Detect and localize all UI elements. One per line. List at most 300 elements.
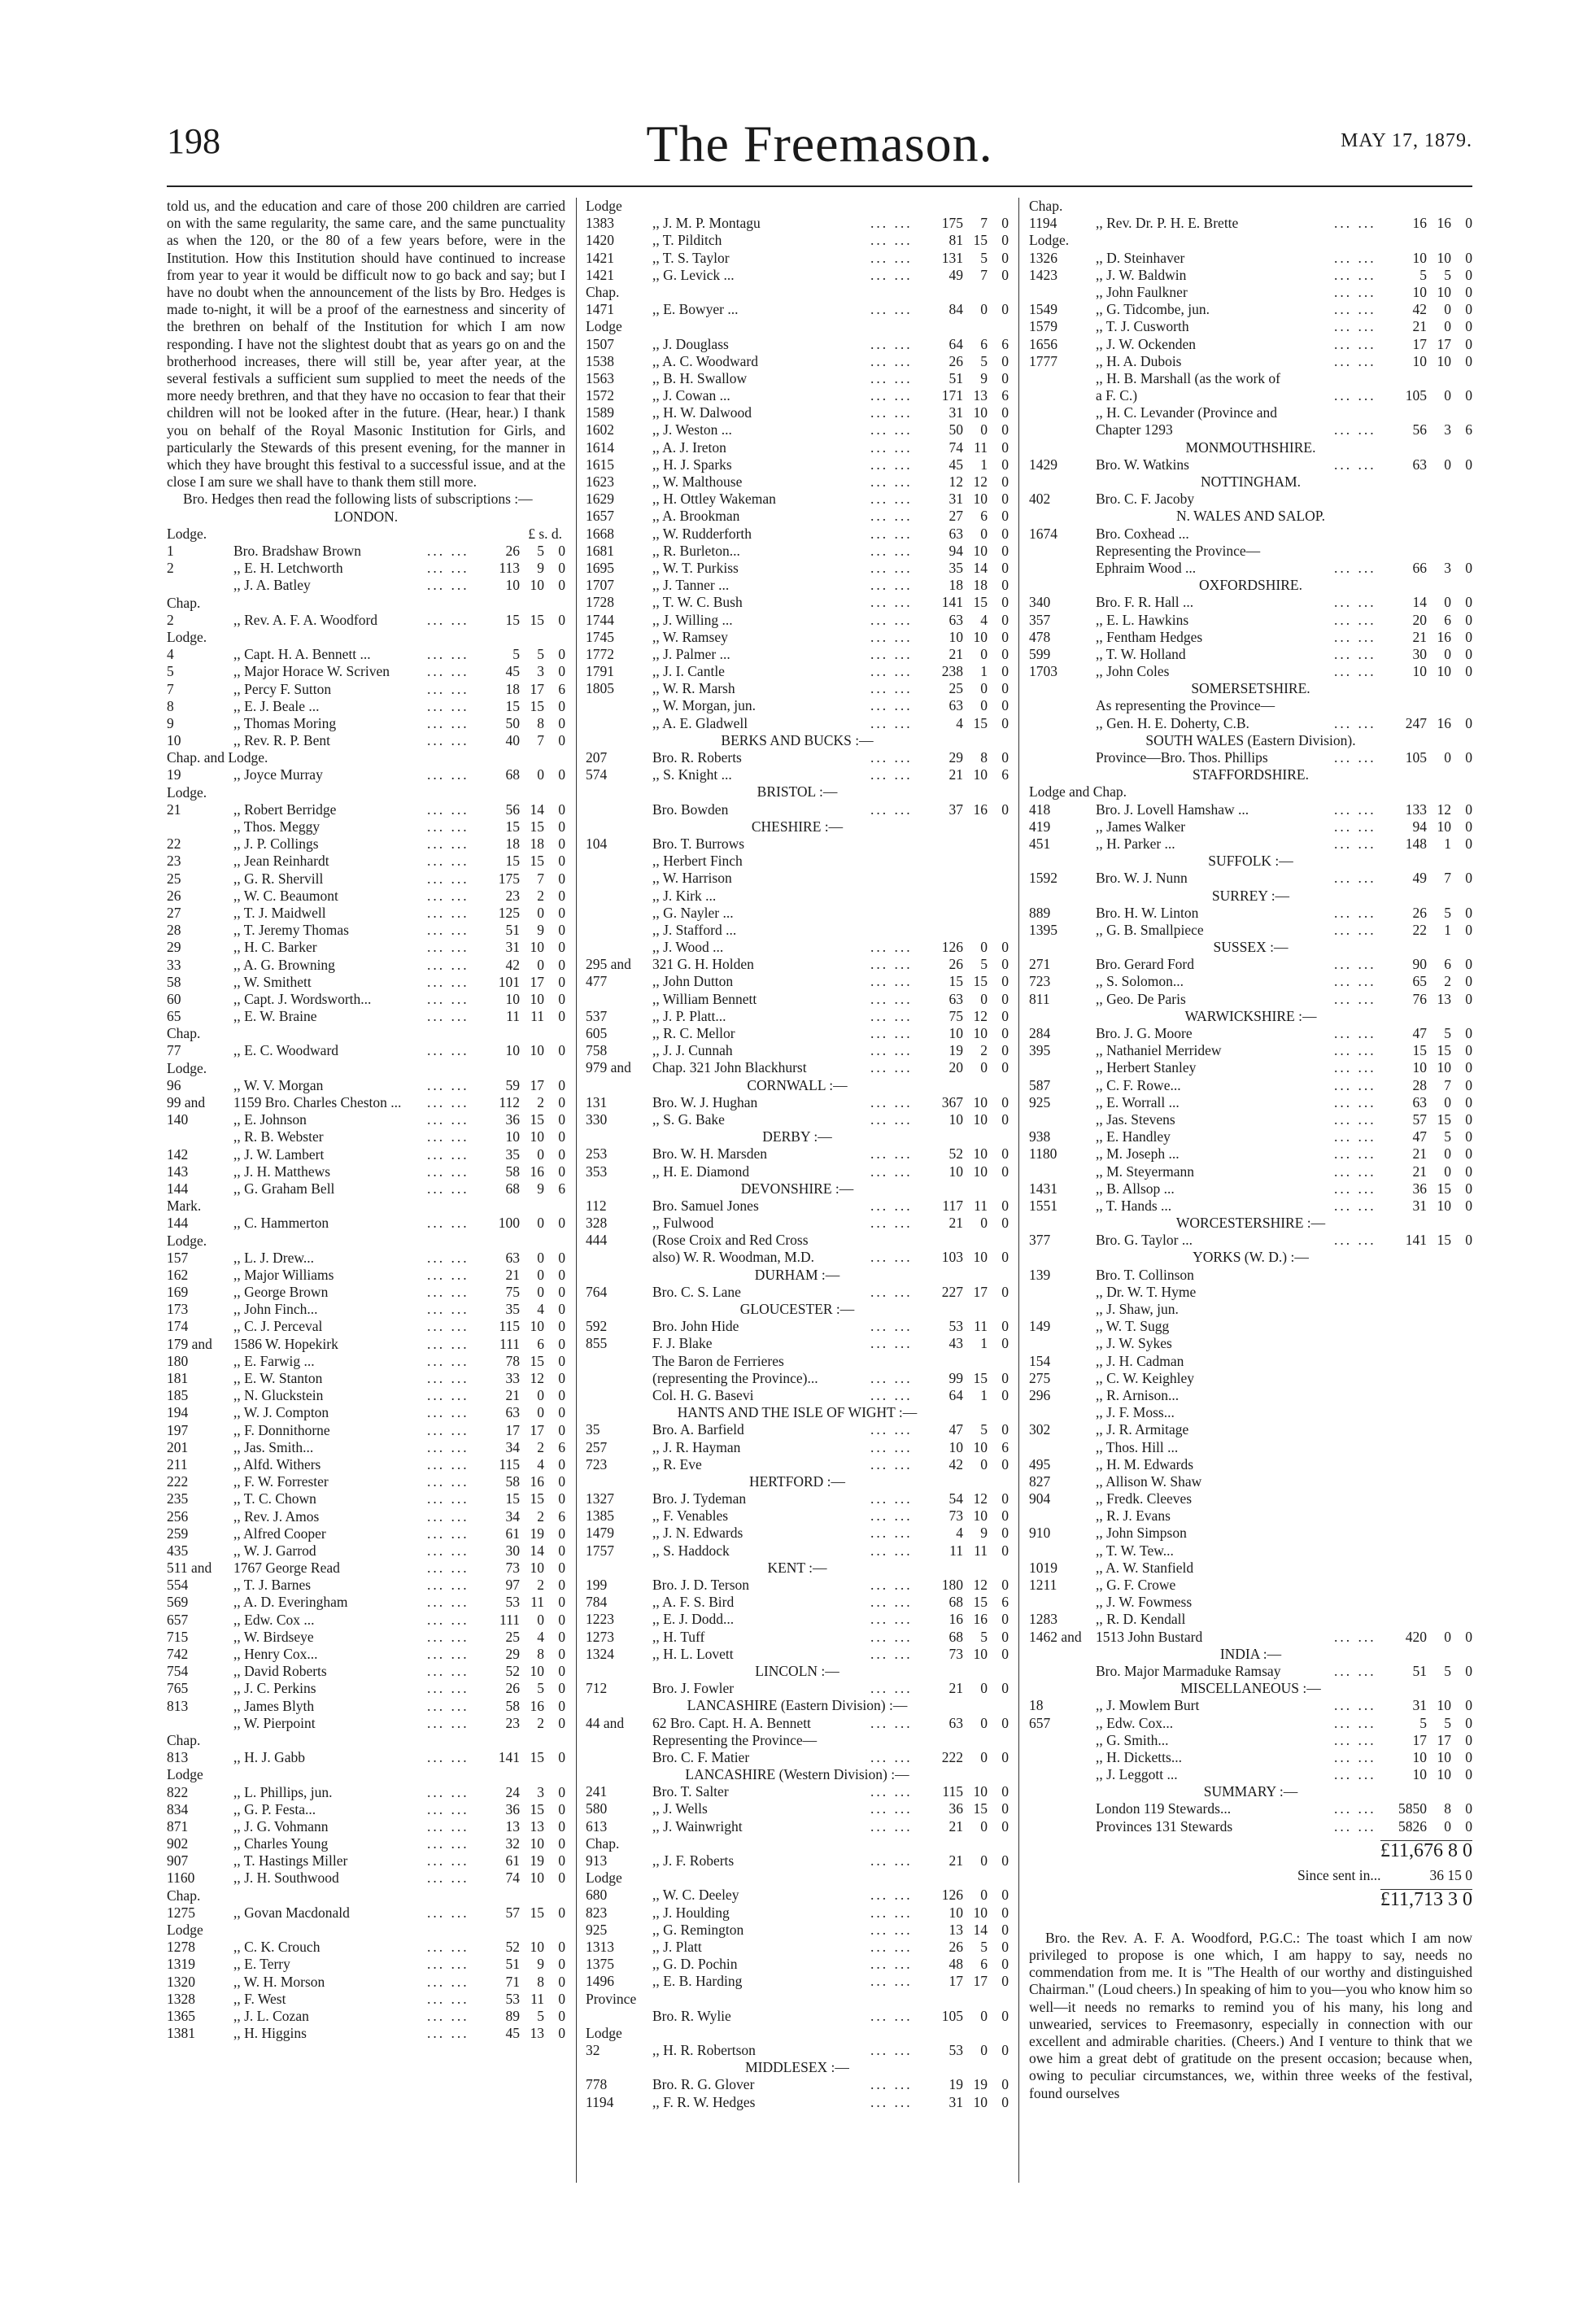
steward-name: ,, G. Tidcombe, jun. (1096, 301, 1210, 318)
subscription-row (586, 1904, 1009, 1922)
lodge-number: 902 (167, 1835, 189, 1852)
subscription-row (167, 1612, 565, 1629)
lodge-number: 478 (1029, 628, 1051, 645)
leader-dots: ... ... (427, 1266, 469, 1283)
lodge-number: 1507 (586, 335, 614, 352)
leader-dots: ... ... (870, 714, 913, 731)
lodge-number: 199 (586, 1577, 608, 1593)
steward-name: ,, J. Shaw, jun. (1096, 1301, 1179, 1317)
amount-pence: 0 (558, 1094, 565, 1111)
amount-shillings: 10 (973, 1110, 988, 1128)
amount-pence: 0 (558, 1387, 565, 1404)
steward-name: ,, E. Handley (1096, 1128, 1171, 1145)
lodge-number (1029, 1284, 1096, 1301)
subscription-row (1029, 404, 1472, 421)
leader-dots: ... ... (1334, 921, 1376, 938)
amount-pounds (916, 1353, 963, 1370)
amount-pence: 0 (558, 732, 565, 749)
lodge-number: 758 (586, 1042, 608, 1059)
steward-name: ,, J. W. Lambert (233, 1145, 325, 1163)
leader-dots (1334, 1560, 1380, 1577)
amount-pence: 0 (1465, 990, 1472, 1007)
lodge-number: 580 (586, 1800, 608, 1817)
amount-pounds: 111 (499, 1335, 520, 1352)
amount-pounds (1380, 1318, 1427, 1335)
amount-pence: 0 (1465, 973, 1472, 990)
amount-pence: 6 (1001, 335, 1009, 352)
amount-pounds: 12 (948, 473, 963, 490)
subscription-row (586, 560, 1009, 577)
subscription-row (586, 215, 1009, 232)
amount-shillings (1427, 1370, 1451, 1387)
amount-shillings: 10 (530, 990, 544, 1007)
leader-dots: ... ... (870, 1025, 913, 1041)
amount-pounds: 13 (505, 1817, 520, 1835)
steward-name: ,, J. W. Sykes (1096, 1335, 1172, 1352)
amount-pounds: 126 (941, 939, 963, 956)
leader-dots: ... ... (427, 732, 469, 749)
steward-name: ,, G. R. Shervill (233, 870, 324, 887)
subscription-row (586, 1318, 1009, 1335)
category-label: Lodge. (167, 783, 207, 801)
subscription-row (586, 491, 1009, 508)
subscription-row (586, 404, 1009, 421)
leader-dots: ... ... (427, 904, 469, 921)
amount-pence (1451, 1284, 1472, 1301)
lodge-number: 99 and (167, 1094, 206, 1111)
amount-shillings: 14 (530, 1542, 544, 1559)
amount-pence (1451, 1525, 1472, 1542)
amount-shillings: 6 (1444, 956, 1451, 973)
leader-dots: ... ... (870, 1904, 913, 1921)
amount-pounds: 47 (948, 1421, 963, 1438)
amount-pounds: 74 (505, 1869, 520, 1887)
subscription-row (167, 870, 565, 888)
amount-pounds: 52 (948, 1145, 963, 1163)
steward-name: ,, James Blyth (233, 1697, 315, 1714)
steward-name: ,, Herbert Stanley (1096, 1059, 1197, 1076)
amount-shillings: 12 (530, 1370, 544, 1387)
amount-pence: 0 (558, 1904, 565, 1921)
leader-dots: ... ... (1334, 1817, 1376, 1835)
subscription-row (167, 905, 565, 922)
amount-shillings (1427, 1439, 1451, 1456)
amount-pounds: 10 (948, 628, 963, 645)
subscription-row (586, 663, 1009, 680)
lodge-number: 723 (1029, 973, 1051, 990)
subscription-row (167, 1267, 565, 1284)
amount-shillings: 10 (1437, 1197, 1451, 1214)
amount-pounds: 10 (948, 1025, 963, 1041)
steward-name: ,, H. L. Lovett (652, 1645, 734, 1662)
lodge-number: 27 (167, 904, 181, 921)
amount-shillings: 0 (980, 990, 988, 1007)
amount-shillings: 0 (1444, 749, 1451, 766)
steward-name: ,, G. F. Crowe (1096, 1577, 1176, 1593)
steward-name: ,, John Dutton (652, 973, 734, 990)
steward-name: ,, J. Tanner ... (652, 577, 730, 594)
amount-pounds: 37 (948, 801, 963, 818)
amount-shillings (963, 888, 988, 905)
amount-pence (1451, 1335, 1472, 1352)
amount-shillings: 0 (1444, 1093, 1451, 1110)
amount-pence: 0 (1465, 921, 1472, 938)
leader-dots: ... ... (870, 1042, 913, 1059)
subscription-row (167, 1663, 565, 1680)
steward-name: ,, A. D. Everingham (233, 1594, 348, 1611)
lodge-number: 1273 (586, 1628, 614, 1645)
amount-pence: 0 (1001, 473, 1009, 490)
amount-pence: 0 (1001, 1059, 1009, 1076)
lodge-number: 537 (586, 1007, 608, 1024)
lodge-number (1029, 1749, 1096, 1766)
lodge-number: 77 (167, 1042, 181, 1059)
steward-name: ,, J. I. Cantle (652, 663, 725, 680)
lodge-number (167, 818, 233, 835)
lodge-number: 1777 (1029, 352, 1057, 369)
steward-name: ,, J. Mowlem Burt (1096, 1697, 1200, 1714)
leader-dots: ... ... (870, 801, 913, 818)
steward-name: ,, H. B. Marshall (as the work of (1096, 369, 1280, 386)
steward-name: ,, S. G. Bake (652, 1110, 725, 1128)
leader-dots: ... ... (427, 1215, 469, 1232)
amount-shillings: 18 (973, 577, 988, 594)
steward-name: Representing the Province— (1096, 542, 1261, 559)
leader-dots: ... ... (1334, 835, 1376, 852)
leader-dots: ... ... (427, 1646, 469, 1663)
subscription-row (586, 1249, 1009, 1266)
steward-name: Bro. J. Tydeman (652, 1490, 747, 1507)
leader-dots: ... ... (427, 663, 469, 680)
amount-shillings: 15 (973, 1369, 988, 1386)
amount-pounds: 35 (505, 1301, 520, 1318)
lodge-number: 104 (586, 835, 608, 852)
amount-shillings: 5 (980, 956, 988, 973)
steward-name: ,, William Bennett (652, 990, 757, 1007)
amount-pounds: 31 (505, 939, 520, 956)
amount-pence: 0 (1001, 1887, 1009, 1904)
lodge-number (1029, 1301, 1096, 1318)
section-heading: BERKS AND BUCKS :— (721, 731, 874, 748)
section-heading: SOMERSETSHIRE. (1191, 680, 1310, 697)
amount-pence (1451, 1594, 1472, 1611)
amount-shillings (1427, 526, 1451, 543)
amount-pounds: 63 (948, 525, 963, 542)
amount-pence: 0 (1465, 266, 1472, 283)
amount-pence: 0 (558, 1817, 565, 1835)
amount-shillings (1427, 1456, 1451, 1473)
amount-pence: 0 (1465, 1714, 1472, 1731)
steward-name: Bro. C. F. Jacoby (1096, 491, 1195, 508)
lodge-number: 715 (167, 1628, 189, 1645)
leader-dots: ... ... (870, 1249, 913, 1266)
amount-pounds: 53 (948, 1318, 963, 1335)
subscription-row (586, 1783, 1009, 1800)
amount-pounds: 10 (948, 1110, 963, 1128)
amount-shillings: 10 (973, 1904, 988, 1921)
steward-name: Bro. Gerard Ford (1096, 956, 1195, 973)
amount-shillings: 4 (980, 611, 988, 628)
amount-pence (988, 922, 1009, 939)
amount-shillings: 0 (980, 645, 988, 662)
steward-name: Bro. Samuel Jones (652, 1197, 759, 1214)
leader-dots: ... ... (427, 577, 469, 594)
amount-shillings: 10 (973, 1145, 988, 1163)
amount-shillings: 11 (530, 1008, 544, 1025)
section-heading: DURHAM :— (754, 1266, 840, 1283)
amount-shillings: 10 (530, 1663, 544, 1680)
lodge-number: 154 (1029, 1352, 1051, 1369)
subscription-row (1029, 1077, 1472, 1094)
lodge-number: 1602 (586, 421, 614, 438)
steward-name: ,, A. E. Gladwell (652, 714, 748, 731)
amount-pounds (1380, 491, 1427, 508)
amount-shillings: 5 (980, 1421, 988, 1438)
category-label: Lodge. (167, 1059, 207, 1076)
leader-dots: ... ... (427, 1749, 469, 1766)
amount-pence: 0 (1001, 714, 1009, 731)
steward-name: ,, H. M. Edwards (1096, 1455, 1194, 1472)
subscription-row (167, 1991, 565, 2008)
amount-pence: 0 (558, 1076, 565, 1093)
amount-pence: 0 (1001, 801, 1009, 818)
amount-shillings: 17 (973, 1973, 988, 1990)
amount-pounds: 10 (948, 1904, 963, 1921)
amount-pounds: 49 (948, 266, 963, 283)
subscription-row (167, 1111, 565, 1128)
amount-pounds: 13 (948, 1921, 963, 1938)
lodge-number: 1 (167, 543, 174, 560)
leader-dots: ... ... (427, 1628, 469, 1645)
steward-name: ,, S. Haddock (652, 1542, 730, 1559)
leader-dots: ... ... (427, 1542, 469, 1559)
leader-dots: ... ... (870, 1197, 913, 1214)
lodge-number: 162 (167, 1266, 189, 1283)
lodge-number: 813 (167, 1697, 189, 1714)
leader-dots (1334, 370, 1380, 387)
amount-pence: 0 (1465, 1766, 1472, 1783)
leader-dots: ... ... (870, 1455, 913, 1472)
amount-shillings (1427, 1404, 1451, 1421)
subscription-row (1029, 1611, 1472, 1628)
amount-pence: 0 (558, 1852, 565, 1869)
section-heading: WORCESTERSHIRE :— (1175, 1215, 1326, 1232)
section-heading: NOTTINGHAM. (1201, 473, 1301, 490)
lodge-number: 173 (167, 1301, 189, 1318)
amount-pounds: 175 (941, 215, 963, 232)
amount-pounds: 21 (1412, 318, 1427, 335)
amount-shillings: 10 (973, 2093, 988, 2110)
subscription-row (586, 439, 1009, 456)
lodge-number: 1563 (586, 369, 614, 386)
steward-name: ,, M. Steyermann (1096, 1163, 1195, 1180)
lodge-number: 778 (586, 2076, 608, 2093)
amount-shillings: 19 (530, 1525, 544, 1542)
lodge-number: 1420 (586, 232, 614, 249)
steward-name: Bro. R. Roberts (652, 749, 742, 766)
subscription-row (167, 801, 565, 818)
steward-name: ,, W. T. Purkiss (652, 559, 739, 576)
steward-name: ,, W. Rudderforth (652, 525, 752, 542)
lodge-number: 1656 (1029, 335, 1057, 352)
lodge-number: 8 (167, 697, 174, 714)
amount-pence (1451, 1421, 1472, 1438)
steward-name: Chapter 1293 (1096, 421, 1173, 438)
leader-dots: ... ... (870, 421, 913, 438)
lodge-number (1029, 284, 1096, 301)
amount-pounds (1380, 1387, 1427, 1404)
steward-name: ,, Percy F. Sutton (233, 680, 332, 697)
subscription-row (167, 1456, 565, 1473)
subscription-row (167, 1835, 565, 1852)
subscription-row (1029, 1059, 1472, 1076)
amount-pounds: 17 (505, 1421, 520, 1438)
subscription-row (167, 1215, 565, 1232)
amount-pounds (1380, 1284, 1427, 1301)
steward-name: ,, J. P. Collings (233, 835, 319, 853)
steward-name: Bro. W. Watkins (1096, 456, 1189, 473)
amount-pence: 0 (558, 1973, 565, 1990)
amount-pounds (1380, 1370, 1427, 1387)
amount-pence: 6 (1001, 1594, 1009, 1611)
subscription-row (167, 1904, 565, 1922)
steward-name: ,, F. R. W. Hedges (652, 2093, 756, 2110)
amount-pence: 0 (558, 1284, 565, 1301)
amount-shillings: 0 (980, 2007, 988, 2024)
subscription-row (1029, 250, 1472, 267)
amount-pounds: 4 (956, 1525, 963, 1542)
amount-pence: 0 (1465, 215, 1472, 232)
subscription-row (586, 1594, 1009, 1611)
amount-shillings: 0 (537, 1611, 544, 1628)
steward-name: Bro. G. Taylor ... (1096, 1232, 1193, 1249)
subscription-row (586, 939, 1009, 956)
steward-name: ,, Rev. A. F. A. Woodford (233, 611, 378, 628)
subscription-row (167, 888, 565, 905)
subscription-row (1029, 973, 1472, 990)
steward-name: ,, G. Nayler ... (652, 904, 734, 921)
steward-name: ,, Govan Macdonald (233, 1904, 350, 1921)
lodge-number (586, 853, 652, 870)
steward-name: (representing the Province)... (652, 1369, 818, 1386)
amount-pounds: 15 (505, 1490, 520, 1507)
steward-name: ,, Rev. Dr. P. H. E. Brette (1096, 215, 1239, 232)
amount-pence: 0 (558, 1352, 565, 1369)
subscription-row (586, 267, 1009, 284)
amount-pence: 0 (1001, 1714, 1009, 1731)
amount-shillings: 13 (1437, 990, 1451, 1007)
category-label: Chap. (1029, 198, 1063, 214)
amount-pounds: 52 (505, 1939, 520, 1956)
amount-shillings: 15 (530, 1904, 544, 1921)
amount-shillings: 14 (973, 1921, 988, 1938)
steward-name: ,, J. J. Cunnah (652, 1042, 733, 1059)
subscription-row (167, 646, 565, 663)
amount-shillings: 2 (1444, 973, 1451, 990)
lodge-number: 1592 (1029, 870, 1057, 887)
lodge-number (1029, 1818, 1096, 1835)
amount-pence: 0 (1465, 352, 1472, 369)
amount-pence (1451, 491, 1472, 508)
amount-pounds: 63 (505, 1249, 520, 1266)
lodge-number: 418 (1029, 801, 1051, 818)
leader-dots: ... ... (1334, 749, 1376, 766)
steward-name: ,, Capt. J. Wordsworth... (233, 990, 372, 1007)
lodge-number: 495 (1029, 1455, 1051, 1472)
leader-dots (1334, 1267, 1380, 1284)
amount-shillings: 10 (1437, 249, 1451, 266)
lodge-number: 592 (586, 1318, 608, 1335)
subscription-row (586, 1387, 1009, 1404)
amount-pence: 0 (558, 1111, 565, 1128)
steward-name: ,, J. R. Hayman (652, 1438, 741, 1455)
amount-shillings: 0 (980, 1748, 988, 1765)
amount-pence: 0 (1001, 542, 1009, 559)
amount-pounds: 10 (505, 1042, 520, 1059)
lodge-number (1029, 715, 1096, 732)
lodge-number (586, 870, 652, 887)
amount-pence: 0 (1465, 1128, 1472, 1145)
amount-pence: 0 (1465, 1748, 1472, 1765)
amount-pounds (1380, 1421, 1427, 1438)
section-heading: OXFORDSHIRE. (1199, 577, 1302, 594)
lodge-number: 1703 (1029, 663, 1057, 680)
subscription-row (586, 1215, 1009, 1232)
amount-shillings: 10 (973, 1783, 988, 1800)
lodge-number: 28 (167, 922, 181, 939)
leader-dots: ... ... (1334, 1163, 1376, 1180)
amount-shillings: 11 (530, 1594, 544, 1611)
leader-dots: ... ... (870, 663, 913, 680)
amount-pence: 6 (558, 1507, 565, 1525)
amount-shillings: 15 (973, 714, 988, 731)
subscription-row (1029, 594, 1472, 611)
steward-name: Ephraim Wood ... (1096, 559, 1197, 576)
amount-pence: 0 (1465, 1110, 1472, 1128)
amount-pence: 0 (1465, 1145, 1472, 1163)
amount-shillings (1427, 1387, 1451, 1404)
steward-name: ,, W. R. Marsh (652, 680, 735, 697)
lodge-number: 1589 (586, 404, 614, 421)
lodge-number: 511 and (167, 1560, 212, 1577)
amount-shillings: 0 (980, 1455, 988, 1472)
lodge-number: 1579 (1029, 318, 1057, 335)
amount-pence: 0 (1465, 249, 1472, 266)
leader-dots: ... ... (1334, 1093, 1376, 1110)
subscription-row (167, 698, 565, 715)
steward-name: ,, H. Ottley Wakeman (652, 491, 776, 508)
amount-pounds: 126 (941, 1887, 963, 1904)
steward-name: ,, H. W. Dalwood (652, 404, 752, 421)
amount-pence: 0 (558, 1611, 565, 1628)
subscription-row (167, 974, 565, 991)
leader-dots: ... ... (1334, 1042, 1376, 1059)
amount-pence: 0 (1001, 1611, 1009, 1628)
subscription-row (167, 1422, 565, 1439)
amount-shillings: 2 (980, 1042, 988, 1059)
amount-pence: 0 (1465, 1076, 1472, 1093)
amount-shillings: 2 (537, 1438, 544, 1455)
lodge-number: 574 (586, 766, 608, 783)
amount-shillings: 0 (980, 1852, 988, 1869)
amount-pence (988, 905, 1009, 922)
amount-shillings: 10 (973, 1438, 988, 1455)
lodge-number: 1471 (586, 301, 614, 318)
subscription-row (586, 1094, 1009, 1111)
steward-name: Representing the Province— (652, 1731, 818, 1748)
lodge-number (167, 1715, 233, 1732)
lodge-number: 1327 (586, 1490, 614, 1507)
